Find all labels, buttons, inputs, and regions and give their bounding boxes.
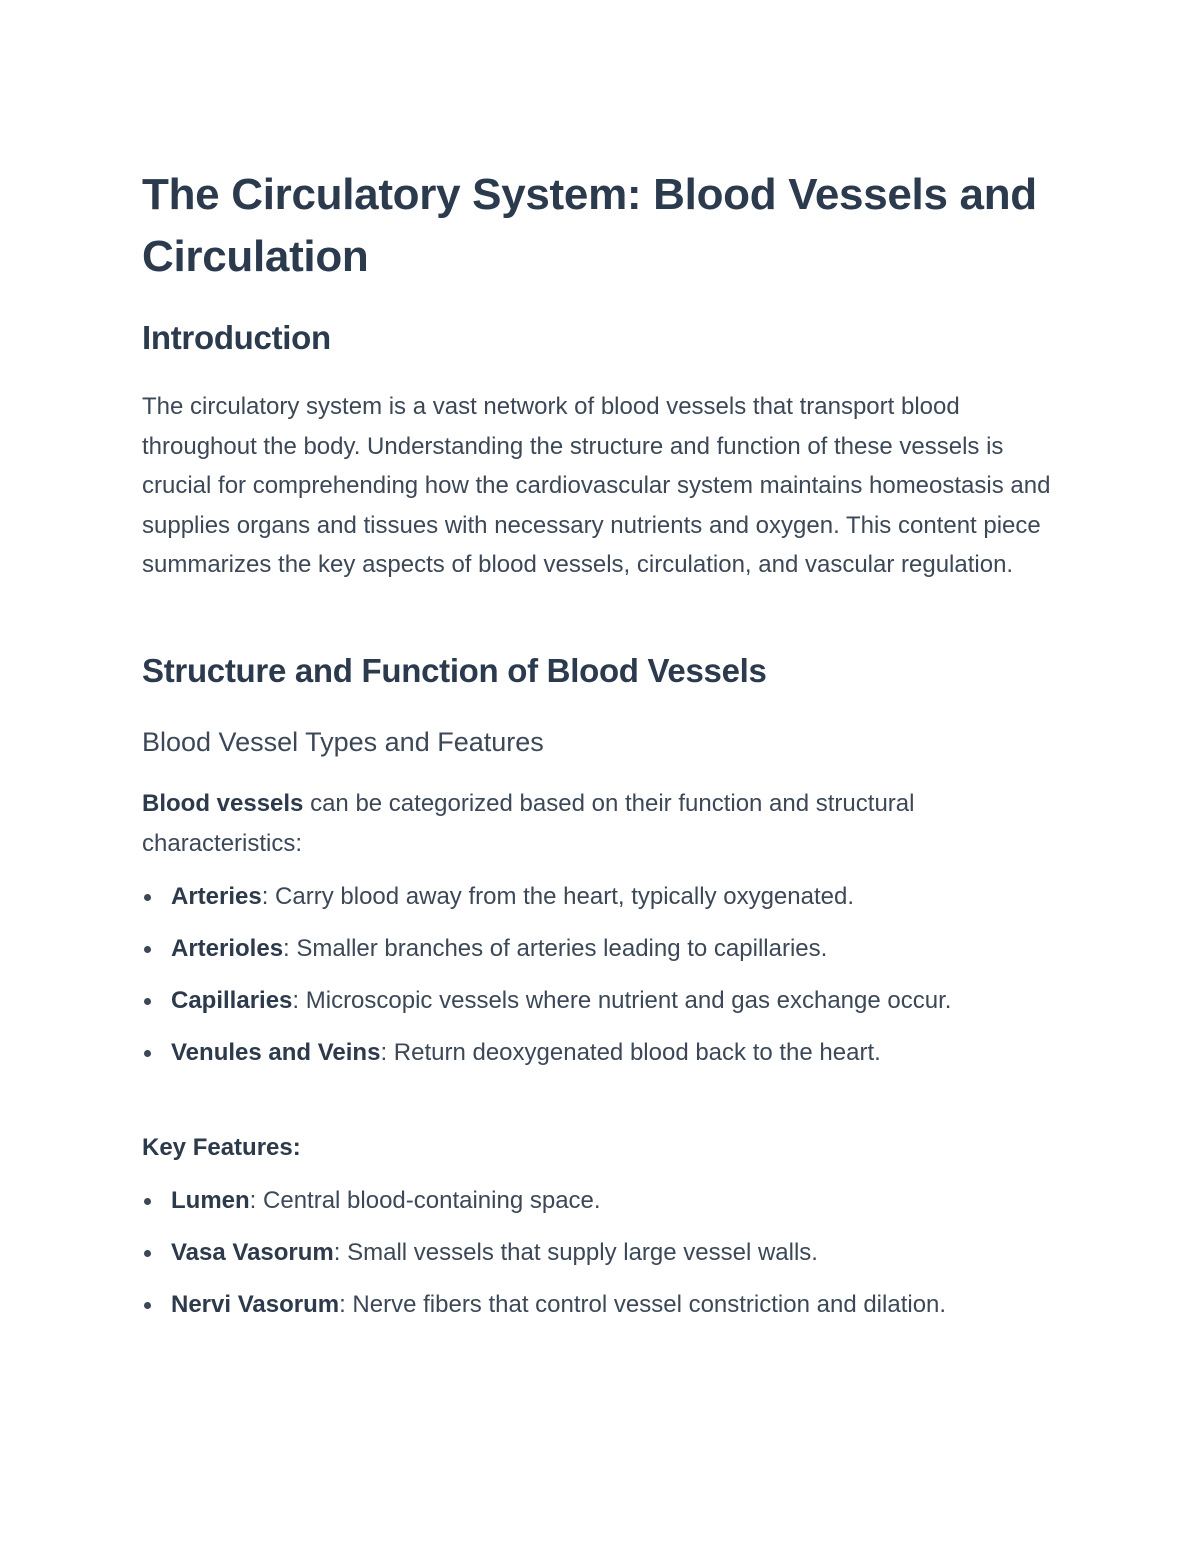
list-item-desc: : Nerve fibers that control vessel constriction and dilation. xyxy=(339,1291,947,1318)
list-item-term: Lumen xyxy=(171,1187,250,1214)
introduction-heading: Introduction xyxy=(142,319,331,356)
vessel-types-intro-bold: Blood vessels xyxy=(142,790,304,817)
vessel-types-subheading: Blood Vessel Types and Features xyxy=(142,727,544,757)
page-title: The Circulatory System: Blood Vessels and Circulation xyxy=(142,170,1037,281)
list-item xyxy=(142,1233,1062,1273)
list-item-desc: : Small vessels that supply large vessel walls. xyxy=(333,1239,818,1266)
key-features-label-text: Key Features: xyxy=(142,1134,301,1161)
list-item-desc: : Microscopic vessels where nutrient and gas exchange occur. xyxy=(292,987,952,1014)
vessel-types-list xyxy=(142,877,1062,1085)
list-item xyxy=(142,929,1062,969)
list-item-desc: : Central blood-containing space. xyxy=(249,1187,601,1214)
introduction-paragraph: The circulatory system is a vast network of blood vessels that transport blood throughout the body. Understanding the structure and function of these vessels is crucial for comprehending how the cardiovascular system maintains homeostasis and supplies organs and tissues with necessary nutrients and oxygen. This content piece summarizes the key aspects of blood vessels, circulation, and vascular regulation. xyxy=(142,393,1051,578)
vessel-types-intro xyxy=(142,784,1062,863)
list-item-term: Arterioles xyxy=(171,935,284,962)
list-item xyxy=(142,1181,1062,1221)
list-item-desc: : Carry blood away from the heart, typically oxygenated. xyxy=(261,883,855,910)
list-item xyxy=(142,1033,1062,1073)
list-item xyxy=(142,1285,1062,1325)
list-item-term: Venules and Veins xyxy=(171,1039,381,1066)
key-features-list xyxy=(142,1181,1062,1337)
vessel-types-intro-text: can be categorized based on their function and structural characteristics: xyxy=(142,790,915,857)
list-item-desc: : Return deoxygenated blood back to the heart. xyxy=(380,1039,881,1066)
key-features-label xyxy=(142,1128,1062,1168)
list-item-term: Capillaries xyxy=(171,987,293,1014)
structure-heading: Structure and Function of Blood Vessels xyxy=(142,652,767,689)
list-item-term: Arteries xyxy=(171,883,262,910)
list-item-term: Nervi Vasorum xyxy=(171,1291,340,1318)
list-item xyxy=(142,981,1062,1021)
list-item-desc: : Smaller branches of arteries leading to capillaries. xyxy=(283,935,828,962)
list-item xyxy=(142,877,1062,917)
list-item-term: Vasa Vasorum xyxy=(171,1239,334,1266)
